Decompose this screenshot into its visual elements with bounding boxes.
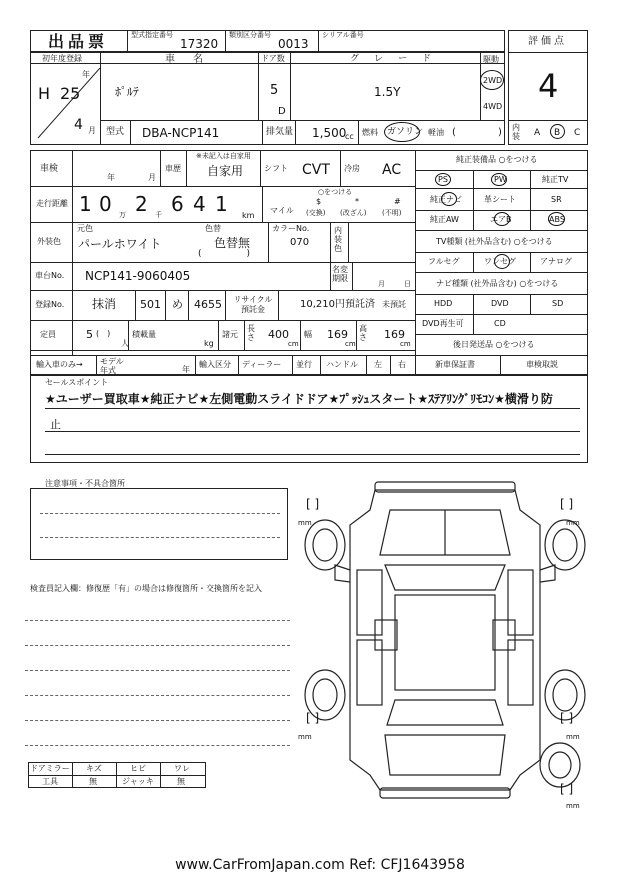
displacement-unit: cc	[345, 132, 354, 141]
color-no-label: カラーNo.	[272, 224, 310, 233]
divider	[116, 762, 117, 788]
width-label: 幅	[304, 330, 312, 339]
divider	[320, 355, 321, 375]
displacement-label: 排気量	[266, 127, 294, 137]
nav-cd: CD	[494, 319, 506, 328]
drive-label: 駆動	[483, 55, 499, 64]
reg-value-2: 501	[140, 298, 161, 311]
divider	[30, 222, 415, 223]
divider	[290, 52, 291, 120]
nav-sd: SD	[552, 299, 564, 308]
paren: )	[498, 127, 502, 138]
divider	[530, 252, 531, 272]
mm-unit: mm	[298, 519, 312, 527]
form-title: 出品票	[48, 32, 109, 51]
caution-box	[30, 488, 288, 560]
divider	[244, 320, 245, 350]
inspector-line	[25, 620, 290, 621]
dealer-label: ディーラー	[242, 360, 282, 369]
divider	[348, 222, 349, 262]
door-type: D	[278, 106, 286, 117]
ac-value: AC	[382, 162, 402, 178]
door-value: 5	[270, 83, 279, 98]
color-change-label: 色替	[205, 224, 221, 233]
tv-oneseg-circle	[494, 254, 510, 269]
height-unit: cm	[400, 340, 411, 348]
tv-title: TV種類 (社外品含む) ○をつける	[436, 237, 553, 246]
capacity-unit: 人	[121, 339, 129, 348]
chassis-label: 車台No.	[35, 271, 65, 280]
divider	[330, 222, 331, 262]
divider	[165, 290, 166, 320]
color-no-value: 070	[290, 237, 310, 248]
inspection-label: 車検	[40, 164, 59, 174]
mileage-mark-note: ○をつける	[318, 188, 353, 196]
grade-label: グ レ ー ド	[350, 54, 435, 64]
divider	[415, 314, 588, 315]
divider	[72, 762, 73, 788]
recycle-label: リサイクル預託金	[233, 295, 273, 314]
divider	[238, 355, 239, 375]
divider	[415, 230, 588, 231]
interior-b: B	[554, 128, 561, 138]
oem-title: 純正装備品 ○をつける	[456, 155, 538, 164]
divider	[262, 120, 263, 145]
import-class-label: 輸入区分	[199, 360, 231, 369]
sales-label: セールスポイント	[45, 378, 109, 387]
reg-value-3: め	[172, 298, 183, 311]
mileage-digit: 1	[215, 192, 228, 216]
oem-navi-circle	[441, 192, 457, 206]
divider	[415, 272, 588, 273]
class-label: 類別区分番号	[229, 31, 271, 39]
tire-bracket-fl: [ ]	[306, 497, 320, 511]
height-value: 169	[384, 328, 405, 341]
oem-pw-circle	[491, 173, 507, 186]
color-orig-label: 元色	[77, 224, 93, 233]
oem-sr: SR	[551, 195, 562, 204]
sales-line-1: ★ユーザー買取車★純正ナビ★左側電動スライドドア★ﾌﾟｯｼｭスタート★ｽﾃｱﾘﾝｸﾞﾘﾓｺﾝ★横滑り防	[45, 392, 553, 406]
oem-tv: 純正TV	[542, 175, 569, 184]
divider	[358, 120, 359, 145]
inspector-label: 検査員記入欄：修復歴「有」の場合は修復箇所・交換箇所を記入	[30, 584, 262, 593]
interior-color-label: 内装色	[334, 226, 342, 253]
divider	[45, 408, 580, 409]
divider	[45, 431, 580, 432]
name-change-month: 月	[378, 280, 385, 288]
name-change-label: 名変期限	[332, 265, 348, 283]
first-reg-label: 初年度登録	[42, 54, 82, 63]
divider	[415, 188, 588, 189]
class-value: 0013	[278, 37, 309, 51]
mileage-star: *	[355, 197, 359, 206]
legend-crack: ヒビ	[130, 764, 146, 773]
mileage-digit: 1	[79, 192, 92, 216]
divider	[258, 52, 259, 120]
evaluation-score: 4	[538, 67, 559, 105]
inspection-year: 年	[107, 173, 115, 182]
divider	[480, 52, 481, 120]
divider	[340, 150, 341, 186]
divider	[415, 170, 588, 171]
later-manual: 車検取説	[526, 360, 558, 369]
mm-unit: mm	[566, 519, 580, 527]
divider	[135, 290, 136, 320]
divider	[530, 170, 531, 230]
divider	[352, 262, 353, 290]
divider	[96, 355, 97, 375]
mm-unit: mm	[298, 733, 312, 741]
legend-break: ワレ	[174, 764, 190, 773]
tv-analog: アナログ	[540, 257, 572, 266]
mileage-star-sub: (改ざん)	[340, 209, 367, 217]
nav-title: ナビ種類 (社外品含む) ○をつける	[436, 279, 559, 288]
divider	[160, 150, 161, 186]
tire-bracket-spare: [ ]	[560, 782, 574, 796]
divider	[415, 210, 588, 211]
divider	[473, 294, 474, 334]
caution-line	[40, 513, 280, 514]
oem-pw: PW	[494, 175, 507, 184]
displacement-value: 1,500	[312, 126, 347, 140]
caution-line	[40, 537, 280, 538]
capacity-label: 定員	[40, 330, 56, 339]
later-title: 後日発送品 ○をつける	[453, 340, 535, 349]
divider	[268, 222, 269, 262]
mileage-label: 走行距離	[36, 199, 68, 208]
oem-airbag-circle	[494, 212, 510, 226]
mileage-dollar: $	[316, 197, 322, 206]
inspector-line	[25, 720, 290, 721]
color-value: パールホワイト	[78, 237, 162, 251]
divider	[28, 775, 206, 776]
reg-value-1: 抹消	[92, 297, 117, 311]
recycle-value: 10,210円預託済	[300, 299, 375, 310]
divider	[218, 320, 219, 350]
car-name-value: ﾎﾟﾙﾃ	[115, 85, 140, 99]
inspector-line	[25, 745, 290, 746]
serial-label: シリアル番号	[322, 31, 364, 39]
handle-right: 右	[398, 360, 406, 369]
inspector-line	[25, 645, 290, 646]
oem-aw: 純正AW	[430, 215, 459, 224]
model-label: 型式	[106, 127, 125, 137]
divider	[390, 355, 391, 375]
car-diagram	[295, 470, 595, 815]
recycle-none: 未預託	[382, 300, 406, 309]
drive-4wd: 4WD	[483, 102, 503, 111]
paren: (	[452, 127, 456, 138]
load-label: 積載量	[132, 330, 156, 339]
mm-unit: mm	[566, 733, 580, 741]
divider	[30, 290, 415, 291]
sales-point-block	[30, 375, 588, 463]
reg-value-4: 4655	[194, 298, 222, 311]
length-label: 長さ	[247, 324, 255, 342]
month-value: 4	[74, 117, 83, 133]
handle-label: ハンドル	[326, 360, 358, 369]
legend-tools-value: 無	[89, 777, 97, 786]
inspector-line	[25, 695, 290, 696]
fuel-circle	[384, 122, 420, 142]
later-warranty: 新車保証書	[435, 360, 475, 369]
inspection-month: 月	[148, 173, 156, 182]
divider	[45, 454, 580, 455]
mileage-digit: 2	[135, 192, 148, 216]
mileage-hash-sub: (不明)	[382, 209, 402, 217]
divider	[130, 120, 131, 145]
year-value: 25	[60, 84, 81, 103]
model-cert-value: 17320	[180, 37, 219, 51]
oem-ps: PS	[438, 175, 448, 184]
divider	[300, 320, 301, 350]
divider	[225, 290, 226, 320]
handle-left: 左	[374, 360, 382, 369]
load-unit: kg	[204, 339, 214, 348]
mileage-dollar-sub: (交換)	[306, 209, 326, 217]
legend-tools: 工具	[42, 777, 58, 786]
divider	[188, 290, 189, 320]
divider	[30, 186, 415, 187]
divider	[415, 150, 416, 375]
capacity-paren: ( )	[96, 329, 111, 338]
mileage-digit: 0	[99, 192, 112, 216]
divider	[415, 334, 588, 335]
divider	[415, 252, 588, 253]
mileage-digit: 6	[171, 192, 184, 216]
mileage-mile: マイル	[270, 206, 294, 215]
ac-label: 冷房	[344, 164, 360, 173]
divider	[30, 350, 415, 351]
door-label: ドア数	[261, 54, 285, 63]
footer-reference: www.CarFromJapan.com Ref: CFJ1643958	[175, 857, 465, 873]
oil-label: 軽油	[428, 128, 444, 137]
interior-b-circle	[550, 124, 565, 139]
mileage-sen: 千	[155, 211, 162, 219]
divider	[160, 762, 161, 788]
color-paren: ( )	[198, 249, 251, 259]
inspector-line	[25, 670, 290, 671]
length-unit: cm	[288, 340, 299, 348]
oem-leather: 革シート	[484, 195, 516, 204]
divider	[72, 150, 73, 355]
divider	[415, 294, 588, 295]
model-value: DBA-NCP141	[142, 126, 220, 140]
sales-line-2: 止	[50, 418, 61, 431]
tire-bracket-rl: [ ]	[306, 711, 320, 725]
oem-ps-circle	[435, 173, 451, 186]
caution-label: 注意事項・不具合箇所	[45, 479, 125, 488]
divider	[292, 355, 293, 375]
divider	[473, 170, 474, 230]
fuel-value: ガソリン	[387, 127, 424, 137]
legend-jack: ジャッキ	[122, 777, 154, 786]
model-year-unit: 年	[182, 365, 190, 374]
divider	[260, 150, 261, 186]
divider	[278, 290, 279, 320]
mileage-digit: 4	[193, 192, 206, 216]
legend-door-mirror: ドアミラー	[30, 764, 70, 773]
mileage-hash: #	[394, 197, 401, 206]
divider	[30, 320, 415, 321]
legend-jack-value: 無	[177, 777, 185, 786]
month-unit: 月	[88, 126, 96, 135]
tv-fullseg: フルセグ	[428, 257, 460, 266]
divider	[473, 252, 474, 272]
divider	[330, 262, 331, 290]
interior-a: A	[534, 128, 541, 138]
era-value: H	[38, 84, 51, 103]
reg-label: 登録No.	[35, 300, 65, 309]
divider	[30, 355, 588, 356]
divider	[262, 186, 263, 222]
interior-c: C	[574, 128, 581, 138]
divider	[356, 320, 357, 350]
divider	[127, 30, 128, 52]
mm-unit: mm	[566, 802, 580, 810]
mileage-unit: km	[242, 211, 255, 220]
history-label: 車歴	[165, 164, 181, 173]
divider	[318, 30, 319, 52]
color-change-value: 色替無	[214, 236, 251, 250]
oem-navi: 純正ナビ	[430, 195, 462, 204]
history-value: 自家用	[207, 164, 244, 178]
height-label: 高さ	[359, 324, 367, 342]
divider	[295, 120, 296, 145]
tv-oneseg: ワンセグ	[484, 257, 516, 266]
model-cert-label: 型式指定番号	[131, 31, 173, 39]
car-name-label: 車 名	[165, 54, 207, 65]
capacity-value: 5	[86, 328, 93, 341]
width-value: 169	[327, 328, 348, 341]
divider	[100, 120, 505, 121]
mileage-man: 万	[119, 211, 126, 219]
oem-airbag: エアB	[490, 215, 512, 224]
divider	[195, 355, 196, 375]
fuel-label: 燃料	[362, 128, 378, 137]
tire-bracket-rr: [ ]	[560, 711, 574, 725]
nav-dvd: DVD	[491, 299, 509, 308]
divider	[30, 262, 415, 263]
name-change-day: 日	[404, 280, 411, 288]
import-only-label: 輸入車のみ→	[36, 360, 83, 369]
length-value: 400	[268, 328, 289, 341]
divider	[225, 30, 226, 52]
evaluation-label: 評価点	[528, 36, 567, 47]
divider	[508, 52, 588, 53]
color-label: 外装色	[37, 237, 61, 246]
nav-hdd: HDD	[434, 299, 453, 308]
drive-2wd: 2WD	[483, 76, 503, 85]
year-unit: 年	[82, 70, 90, 79]
legend-scratch: キズ	[86, 764, 102, 773]
divider	[366, 355, 367, 375]
nav-dvd-play: DVD再生可	[422, 319, 464, 328]
history-note: ※未記入は自家用	[196, 152, 251, 160]
interior-label: 内装	[512, 123, 520, 141]
tire-bracket-fr: [ ]	[560, 497, 574, 511]
model-year-label: モデル年式	[100, 357, 124, 375]
shift-value: CVT	[302, 162, 330, 178]
divider	[500, 355, 501, 375]
divider	[186, 150, 187, 186]
oem-abs-circle	[548, 212, 565, 226]
chassis-value: NCP141-9060405	[85, 269, 191, 283]
drive-2wd-circle	[480, 70, 504, 90]
width-unit: cm	[345, 340, 356, 348]
oem-abs: ABS	[549, 215, 565, 224]
shift-label: シフト	[264, 164, 288, 173]
parallel-label: 並行	[296, 360, 312, 369]
grade-value: 1.5Y	[374, 85, 401, 99]
dims-label: 諸元	[222, 330, 238, 339]
divider	[530, 294, 531, 314]
divider	[128, 320, 129, 350]
divider	[100, 52, 101, 145]
